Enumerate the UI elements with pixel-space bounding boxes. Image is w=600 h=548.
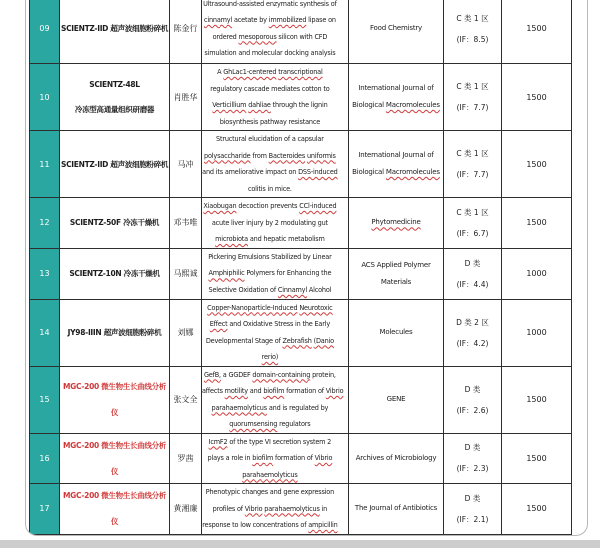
table-row: [30, 131, 572, 198]
journal-name-line: GENE: [386, 395, 406, 403]
paper-title-line: plays a role in biofilm formation of Vibrio: [207, 454, 333, 462]
journal-cell: [349, 484, 444, 535]
instrument-name: [60, 23, 169, 34]
instrument-name: [60, 490, 169, 527]
author-cell: 张文全: [170, 366, 202, 433]
impact-factor: (IF：6.7): [456, 228, 489, 238]
paper-title-line: polysaccharide from Bacteroides uniformis: [204, 151, 336, 160]
instrument-name: [60, 217, 169, 228]
instrument-line: MGC-200 微生物生长曲线分析: [62, 382, 167, 391]
journal-grade: C 类 1 区: [456, 82, 489, 91]
grade-if-stack: [444, 81, 501, 113]
award-amount-cell: 1500: [502, 198, 572, 249]
grade-if-stack: [444, 148, 501, 180]
impact-factor: (IF：8.5): [456, 34, 489, 44]
author-cell: 陈金行: [170, 0, 202, 64]
journal-name-line: Archives of Microbiology: [355, 453, 437, 462]
grade-if-stack: [444, 317, 501, 349]
author-cell: 罗茜: [170, 433, 202, 484]
row-number-cell: 14: [30, 299, 60, 366]
table-row: [30, 299, 572, 366]
instrument-line: 仪: [110, 517, 119, 527]
paper-title-line: rerio): [261, 353, 279, 361]
journal-name-line: Food Chemistry: [369, 24, 423, 32]
instrument-line: SCIENTZ-10N 冷冻干燥机: [69, 269, 160, 278]
author-cell: 马熙诚: [170, 248, 202, 299]
paper-title-line: parahaemolyticus and is regulated by: [211, 403, 329, 412]
paper-title-cell: [202, 366, 349, 433]
table-row: [30, 484, 572, 535]
table-row: [30, 248, 572, 299]
paper-title-line: profiles of Vibrio parahaemolyticus in: [212, 504, 328, 513]
paper-title-line: Phenotypic changes and gene expression: [205, 488, 335, 496]
paper-title-line: Ultrasound-assisted enzymatic synthesis of: [203, 0, 337, 8]
paper-title-cell: [202, 248, 349, 299]
paper-title-line: quorumsensing regulators: [229, 420, 311, 428]
paper-title-line: and its ameliorative impact on DSS-induced: [202, 168, 338, 176]
instrument-name: [60, 159, 169, 170]
document-page: [25, 0, 588, 536]
paper-title-line: response to low concentrations of ampicillin: [202, 521, 338, 529]
journal-cell: [349, 198, 444, 249]
grade-if-stack: [444, 207, 501, 239]
grade-if-cell: [444, 64, 502, 131]
journal-cell: [349, 248, 444, 299]
instrument-line: SCIENTZ-IID 超声波细胞粉碎机: [60, 24, 169, 33]
paper-title-cell: [202, 64, 349, 131]
journal-grade: D 类: [464, 258, 481, 268]
journal-name-line: Materials: [380, 277, 412, 286]
journal-name-line: Phytomedicine: [371, 218, 421, 227]
instrument-cell: [60, 299, 170, 366]
row-number-cell: 13: [30, 248, 60, 299]
paper-title-line: Pickering Emulsions Stabilized by Linear: [208, 252, 332, 261]
paper-title-line: Selective Oxidation of Cinnamyl Alcohol: [208, 285, 332, 294]
instrument-line: SCIENTZ-48L: [89, 79, 140, 89]
paper-title-line: acute liver injury by 2 modulating gut: [211, 218, 328, 227]
award-amount-cell: 1500: [502, 366, 572, 433]
paper-title-line: A GhLac1-centered transcriptional: [217, 68, 323, 76]
paper-title-line: ordered mesoporous silicon with CFD: [212, 32, 328, 41]
instrument-name: [60, 381, 169, 418]
grade-if-cell: [444, 248, 502, 299]
row-number-cell: 16: [30, 433, 60, 484]
instrument-line: MGC-200 微生物生长曲线分析: [62, 440, 167, 450]
instrument-cell: [60, 198, 170, 249]
instrument-name: [60, 327, 169, 338]
impact-factor: (IF：2.3): [456, 464, 489, 474]
journal-grade: D 类: [464, 384, 481, 394]
table-row: [30, 366, 572, 433]
grade-if-cell: [444, 0, 502, 64]
author-cell: 马冲: [170, 131, 202, 198]
journal-name-line: Molecules: [379, 328, 413, 336]
grade-if-stack: [444, 13, 501, 45]
grade-if-cell: [444, 433, 502, 484]
journal-name-line: ACS Applied Polymer: [361, 260, 431, 269]
journal-grade: D 类 2 区: [456, 317, 489, 327]
grade-if-stack: [444, 258, 501, 290]
journal-name-line: Biological Macromolecules: [352, 168, 440, 176]
paper-title-line: Structural elucidation of a capsular: [216, 135, 324, 143]
row-number-cell: 11: [30, 131, 60, 198]
journal-name-line: International Journal of: [358, 151, 434, 159]
author-cell: 肖胜华: [170, 64, 202, 131]
instrument-cell: [60, 248, 170, 299]
paper-title-cell: [202, 0, 349, 64]
journal-grade: D 类: [464, 443, 481, 453]
journal-cell: [349, 64, 444, 131]
paper-title-line: microbiota and hepatic metabolism: [215, 235, 325, 243]
journal-name-line: The Journal of Antibiotics: [354, 504, 438, 513]
instrument-cell: [60, 64, 170, 131]
table-row: [30, 64, 572, 131]
instrument-line: SCIENTZ-50F 冷冻干燥机: [69, 218, 160, 228]
instrument-cell: [60, 0, 170, 64]
grade-if-cell: [444, 484, 502, 535]
instrument-name: [60, 80, 169, 115]
row-number-cell: 10: [30, 64, 60, 131]
journal-grade: C 类 1 区: [456, 207, 489, 217]
paper-title-line: Amphiphilic Polymers for Enhancing the: [208, 269, 332, 278]
grade-if-stack: [444, 442, 501, 474]
journal-name-line: International Journal of: [358, 84, 434, 92]
author-cell: 刘娜: [170, 299, 202, 366]
impact-factor: (IF：4.2): [456, 338, 489, 348]
table-row: [30, 198, 572, 249]
grade-if-cell: [444, 131, 502, 198]
paper-title-line: simulation and molecular docking analysis: [204, 49, 336, 57]
award-amount-cell: 1000: [502, 299, 572, 366]
impact-factor: (IF：7.7): [456, 170, 489, 179]
row-number-cell: 12: [30, 198, 60, 249]
paper-title-cell: [202, 484, 349, 535]
impact-factor: (IF：7.7): [456, 103, 489, 112]
publications-table: [29, 0, 572, 535]
impact-factor: (IF：2.6): [456, 405, 489, 415]
paper-title-line: IcmF2 of the type VI secretion system 2: [208, 437, 332, 446]
paper-title-line: Developmental Stage of Zebrafish (Danio: [205, 336, 334, 345]
row-number-cell: 09: [30, 0, 60, 64]
paper-title-cell: [202, 433, 349, 484]
author-cell: 邓韦唯: [170, 198, 202, 249]
paper-title-line: Effect and Oxidative Stress in the Early: [209, 320, 331, 328]
journal-grade: C 类 1 区: [456, 149, 489, 158]
instrument-line: MGC-200 微生物生长曲线分析: [62, 491, 167, 501]
table-row: [30, 433, 572, 484]
paper-title-line: regulatory cascade mediates cotton to: [210, 84, 330, 93]
journal-grade: C 类 1 区: [456, 13, 489, 23]
grade-if-cell: [444, 366, 502, 433]
author-cell: 黄湘廉: [170, 484, 202, 535]
award-amount-cell: 1500: [502, 131, 572, 198]
paper-title-line: affects motility and biofilm formation of Vibrio: [202, 387, 344, 395]
page-gap-separator: [0, 540, 600, 548]
paper-title-line: Xiaobugan decoction prevents CCl-induced: [203, 202, 337, 210]
paper-title-line: parahaemolyticus: [242, 470, 298, 479]
table-row: [30, 0, 572, 64]
paper-title-cell: [202, 131, 349, 198]
instrument-line: 冷冻型高通量组织研磨器: [74, 104, 155, 114]
grade-if-stack: [444, 493, 501, 525]
award-amount-cell: 1500: [502, 64, 572, 131]
impact-factor: (IF：2.1): [456, 514, 489, 524]
grade-if-cell: [444, 299, 502, 366]
paper-title-cell: [202, 198, 349, 249]
journal-name-line: Biological Macromolecules: [352, 101, 440, 109]
instrument-line: 仪: [110, 466, 119, 476]
grade-if-stack: [444, 384, 501, 416]
row-number-cell: 15: [30, 366, 60, 433]
paper-title-line: GefB, a GGDEF domain-containing protein,: [203, 370, 336, 379]
instrument-cell: [60, 433, 170, 484]
instrument-cell: [60, 131, 170, 198]
journal-cell: [349, 366, 444, 433]
journal-cell: [349, 299, 444, 366]
row-number-cell: 17: [30, 484, 60, 535]
award-amount-cell: 1500: [502, 433, 572, 484]
journal-grade: D 类: [464, 493, 481, 503]
award-amount-cell: 1500: [502, 0, 572, 64]
instrument-line: 仪: [110, 408, 119, 417]
instrument-cell: [60, 366, 170, 433]
instrument-line: SCIENTZ-IID 超声波细胞粉碎机: [60, 159, 169, 169]
grade-if-cell: [444, 198, 502, 249]
paper-title-line: biosynthesis pathway resistance: [219, 117, 321, 126]
instrument-cell: [60, 484, 170, 535]
paper-title-line: Copper-Nanoparticle-Induced Neurotoxic: [207, 303, 333, 312]
journal-cell: [349, 131, 444, 198]
paper-title-line: Verticillium dahliae through the lignin: [212, 101, 328, 109]
instrument-name: [60, 440, 169, 477]
paper-title-line: colitis in mice.: [247, 184, 292, 193]
paper-title-cell: [202, 299, 349, 366]
publications-table-body: [30, 0, 572, 534]
award-amount-cell: 1500: [502, 484, 572, 535]
award-amount-cell: 1000: [502, 248, 572, 299]
journal-cell: [349, 0, 444, 64]
paper-title-line: cinnamyl acetate by immobilized lipase on: [203, 16, 336, 24]
impact-factor: (IF：4.4): [456, 279, 489, 289]
instrument-name: [60, 268, 169, 279]
instrument-line: JY98-IIIN 超声波细胞粉碎机: [67, 328, 162, 337]
journal-cell: [349, 433, 444, 484]
